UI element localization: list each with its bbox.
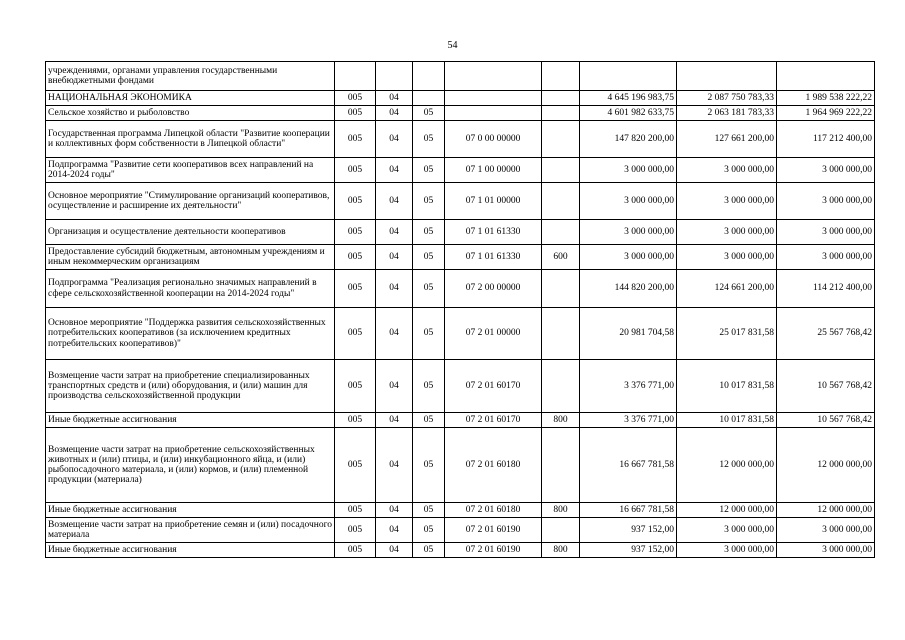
- cell-section: 04: [376, 158, 413, 183]
- cell-expense-type: [542, 91, 580, 106]
- cell-name: Основное мероприятие "Поддержка развития сельскохозяйственных потребительских кооперативов (за исключением кредитных потребительских кооперативов)": [46, 308, 335, 360]
- cell-section: [376, 62, 413, 91]
- cell-amount-year-1: 20 981 704,58: [580, 308, 677, 360]
- table-row: [46, 518, 875, 543]
- cell-section: 04: [376, 121, 413, 158]
- cell-amount-year-3: [777, 62, 875, 91]
- cell-section: 04: [376, 270, 413, 308]
- cell-amount-year-1: 4 645 196 983,75: [580, 91, 677, 106]
- cell-section: 04: [376, 183, 413, 220]
- cell-subsection: 05: [413, 518, 445, 543]
- cell-subsection: 05: [413, 158, 445, 183]
- cell-section: 04: [376, 308, 413, 360]
- cell-amount-year-1: 937 152,00: [580, 543, 677, 558]
- budget-table-body: [46, 62, 875, 558]
- table-row: [46, 413, 875, 428]
- table-row: [46, 158, 875, 183]
- cell-name: Сельское хозяйство и рыболовство: [46, 106, 335, 121]
- cell-grbs: 005: [335, 183, 376, 220]
- cell-grbs: 005: [335, 121, 376, 158]
- budget-table: [45, 61, 875, 558]
- cell-subsection: [413, 62, 445, 91]
- cell-amount-year-2: 2 087 750 783,33: [677, 91, 777, 106]
- cell-amount-year-3: 1 989 538 222,22: [777, 91, 875, 106]
- cell-name: Возмещение части затрат на приобретение сельскохозяйственных животных и (или) птицы, и (или) инкубационного яйца, и (или) рыбопосадочного материала, и (или) кормов, и (или) племенной продукции (материала): [46, 428, 335, 503]
- cell-amount-year-1: 937 152,00: [580, 518, 677, 543]
- cell-section: 04: [376, 220, 413, 245]
- cell-section: 04: [376, 360, 413, 413]
- cell-subsection: 05: [413, 308, 445, 360]
- cell-amount-year-2: 3 000 000,00: [677, 543, 777, 558]
- cell-target-article: 07 2 00 00000: [445, 270, 542, 308]
- cell-amount-year-2: 3 000 000,00: [677, 245, 777, 270]
- cell-section: 04: [376, 428, 413, 503]
- cell-amount-year-1: 16 667 781,58: [580, 428, 677, 503]
- cell-amount-year-1: 16 667 781,58: [580, 503, 677, 518]
- cell-amount-year-2: [677, 62, 777, 91]
- cell-name: Подпрограмма "Реализация регионально значимых направлений в сфере сельскохозяйственной кооперации на 2014-2024 годы": [46, 270, 335, 308]
- cell-grbs: 005: [335, 428, 376, 503]
- cell-amount-year-1: 3 000 000,00: [580, 158, 677, 183]
- cell-amount-year-1: [580, 62, 677, 91]
- cell-name: Иные бюджетные ассигнования: [46, 413, 335, 428]
- cell-subsection: 05: [413, 183, 445, 220]
- cell-amount-year-3: 25 567 768,42: [777, 308, 875, 360]
- cell-subsection: 05: [413, 106, 445, 121]
- cell-amount-year-3: 10 567 768,42: [777, 360, 875, 413]
- cell-expense-type: [542, 183, 580, 220]
- table-row: [46, 245, 875, 270]
- cell-expense-type: [542, 360, 580, 413]
- cell-target-article: 07 1 01 61330: [445, 220, 542, 245]
- cell-amount-year-1: 144 820 200,00: [580, 270, 677, 308]
- cell-grbs: 005: [335, 543, 376, 558]
- cell-subsection: 05: [413, 220, 445, 245]
- table-row: [46, 428, 875, 503]
- cell-grbs: 005: [335, 245, 376, 270]
- cell-name: Предоставление субсидий бюджетным, автономным учреждениям и иным некоммерческим организациям: [46, 245, 335, 270]
- cell-amount-year-3: 3 000 000,00: [777, 245, 875, 270]
- cell-amount-year-3: 3 000 000,00: [777, 158, 875, 183]
- cell-amount-year-1: 3 000 000,00: [580, 220, 677, 245]
- cell-grbs: 005: [335, 220, 376, 245]
- cell-amount-year-3: 3 000 000,00: [777, 220, 875, 245]
- cell-expense-type: [542, 158, 580, 183]
- cell-subsection: 05: [413, 270, 445, 308]
- cell-target-article: [445, 91, 542, 106]
- cell-section: 04: [376, 91, 413, 106]
- cell-grbs: 005: [335, 106, 376, 121]
- cell-name: Организация и осуществление деятельности кооперативов: [46, 220, 335, 245]
- cell-section: 04: [376, 413, 413, 428]
- cell-grbs: 005: [335, 413, 376, 428]
- cell-target-article: 07 2 01 60190: [445, 543, 542, 558]
- cell-name: Иные бюджетные ассигнования: [46, 503, 335, 518]
- cell-amount-year-3: 3 000 000,00: [777, 518, 875, 543]
- cell-amount-year-2: 10 017 831,58: [677, 360, 777, 413]
- cell-target-article: [445, 62, 542, 91]
- cell-section: 04: [376, 543, 413, 558]
- cell-expense-type: 800: [542, 503, 580, 518]
- cell-amount-year-2: 2 063 181 783,33: [677, 106, 777, 121]
- cell-name: Основное мероприятие "Стимулирование организаций кооперативов, осуществление и расширение их деятельности": [46, 183, 335, 220]
- cell-expense-type: 800: [542, 543, 580, 558]
- cell-grbs: 005: [335, 158, 376, 183]
- cell-name: Подпрограмма "Развитие сети кооперативов всех направлений на 2014-2024 годы": [46, 158, 335, 183]
- table-row: [46, 308, 875, 360]
- cell-amount-year-3: 117 212 400,00: [777, 121, 875, 158]
- cell-amount-year-3: 10 567 768,42: [777, 413, 875, 428]
- cell-amount-year-1: 3 376 771,00: [580, 360, 677, 413]
- cell-target-article: 07 1 00 00000: [445, 158, 542, 183]
- cell-subsection: 05: [413, 428, 445, 503]
- cell-section: 04: [376, 503, 413, 518]
- table-row: [46, 270, 875, 308]
- cell-amount-year-3: 3 000 000,00: [777, 543, 875, 558]
- cell-expense-type: [542, 518, 580, 543]
- cell-amount-year-3: 1 964 969 222,22: [777, 106, 875, 121]
- cell-amount-year-3: 3 000 000,00: [777, 183, 875, 220]
- cell-expense-type: [542, 428, 580, 503]
- cell-amount-year-2: 127 661 200,00: [677, 121, 777, 158]
- table-row: [46, 183, 875, 220]
- cell-section: 04: [376, 106, 413, 121]
- table-row: [46, 121, 875, 158]
- cell-section: 04: [376, 518, 413, 543]
- cell-amount-year-2: 25 017 831,58: [677, 308, 777, 360]
- page-number: 54: [447, 40, 458, 51]
- cell-expense-type: [542, 308, 580, 360]
- cell-grbs: 005: [335, 308, 376, 360]
- cell-expense-type: [542, 106, 580, 121]
- cell-target-article: 07 2 01 00000: [445, 308, 542, 360]
- cell-expense-type: 600: [542, 245, 580, 270]
- cell-target-article: 07 2 01 60180: [445, 503, 542, 518]
- cell-target-article: 07 1 01 61330: [445, 245, 542, 270]
- cell-subsection: 05: [413, 503, 445, 518]
- cell-subsection: 05: [413, 245, 445, 270]
- cell-expense-type: [542, 220, 580, 245]
- table-row: [46, 62, 875, 91]
- cell-expense-type: 800: [542, 413, 580, 428]
- cell-subsection: 05: [413, 413, 445, 428]
- table-row: [46, 106, 875, 121]
- cell-name: Государственная программа Липецкой области "Развитие кооперации и коллективных форм собственности в Липецкой области": [46, 121, 335, 158]
- cell-target-article: 07 2 01 60170: [445, 413, 542, 428]
- cell-amount-year-3: 114 212 400,00: [777, 270, 875, 308]
- cell-amount-year-2: 3 000 000,00: [677, 220, 777, 245]
- cell-name: учреждениями, органами управления государственными внебюджетными фондами: [46, 62, 335, 91]
- table-row: [46, 220, 875, 245]
- cell-grbs: 005: [335, 360, 376, 413]
- cell-amount-year-1: 3 376 771,00: [580, 413, 677, 428]
- table-row: [46, 360, 875, 413]
- cell-amount-year-1: 147 820 200,00: [580, 121, 677, 158]
- cell-amount-year-1: 4 601 982 633,75: [580, 106, 677, 121]
- cell-target-article: 07 1 01 00000: [445, 183, 542, 220]
- cell-amount-year-2: 12 000 000,00: [677, 503, 777, 518]
- cell-amount-year-2: 12 000 000,00: [677, 428, 777, 503]
- cell-target-article: 07 2 01 60190: [445, 518, 542, 543]
- cell-grbs: 005: [335, 270, 376, 308]
- cell-amount-year-1: 3 000 000,00: [580, 183, 677, 220]
- cell-subsection: 05: [413, 543, 445, 558]
- cell-amount-year-3: 12 000 000,00: [777, 428, 875, 503]
- cell-subsection: [413, 91, 445, 106]
- cell-amount-year-2: 124 661 200,00: [677, 270, 777, 308]
- table-row: [46, 91, 875, 106]
- cell-grbs: [335, 62, 376, 91]
- cell-name: Возмещение части затрат на приобретение семян и (или) посадочного материала: [46, 518, 335, 543]
- cell-section: 04: [376, 245, 413, 270]
- cell-amount-year-3: 12 000 000,00: [777, 503, 875, 518]
- cell-amount-year-2: 3 000 000,00: [677, 518, 777, 543]
- cell-expense-type: [542, 62, 580, 91]
- cell-name: НАЦИОНАЛЬНАЯ ЭКОНОМИКА: [46, 91, 335, 106]
- cell-amount-year-1: 3 000 000,00: [580, 245, 677, 270]
- cell-expense-type: [542, 121, 580, 158]
- cell-grbs: 005: [335, 91, 376, 106]
- cell-target-article: 07 2 01 60180: [445, 428, 542, 503]
- cell-grbs: 005: [335, 503, 376, 518]
- cell-name: Иные бюджетные ассигнования: [46, 543, 335, 558]
- cell-amount-year-2: 3 000 000,00: [677, 158, 777, 183]
- cell-expense-type: [542, 270, 580, 308]
- table-row: [46, 503, 875, 518]
- cell-subsection: 05: [413, 360, 445, 413]
- cell-amount-year-2: 10 017 831,58: [677, 413, 777, 428]
- cell-amount-year-2: 3 000 000,00: [677, 183, 777, 220]
- cell-subsection: 05: [413, 121, 445, 158]
- cell-target-article: 07 0 00 00000: [445, 121, 542, 158]
- cell-name: Возмещение части затрат на приобретение специализированных транспортных средств и (или) оборудования, и (или) машин для производства сельскохозяйственной продукции: [46, 360, 335, 413]
- cell-target-article: [445, 106, 542, 121]
- cell-grbs: 005: [335, 518, 376, 543]
- table-row: [46, 543, 875, 558]
- cell-target-article: 07 2 01 60170: [445, 360, 542, 413]
